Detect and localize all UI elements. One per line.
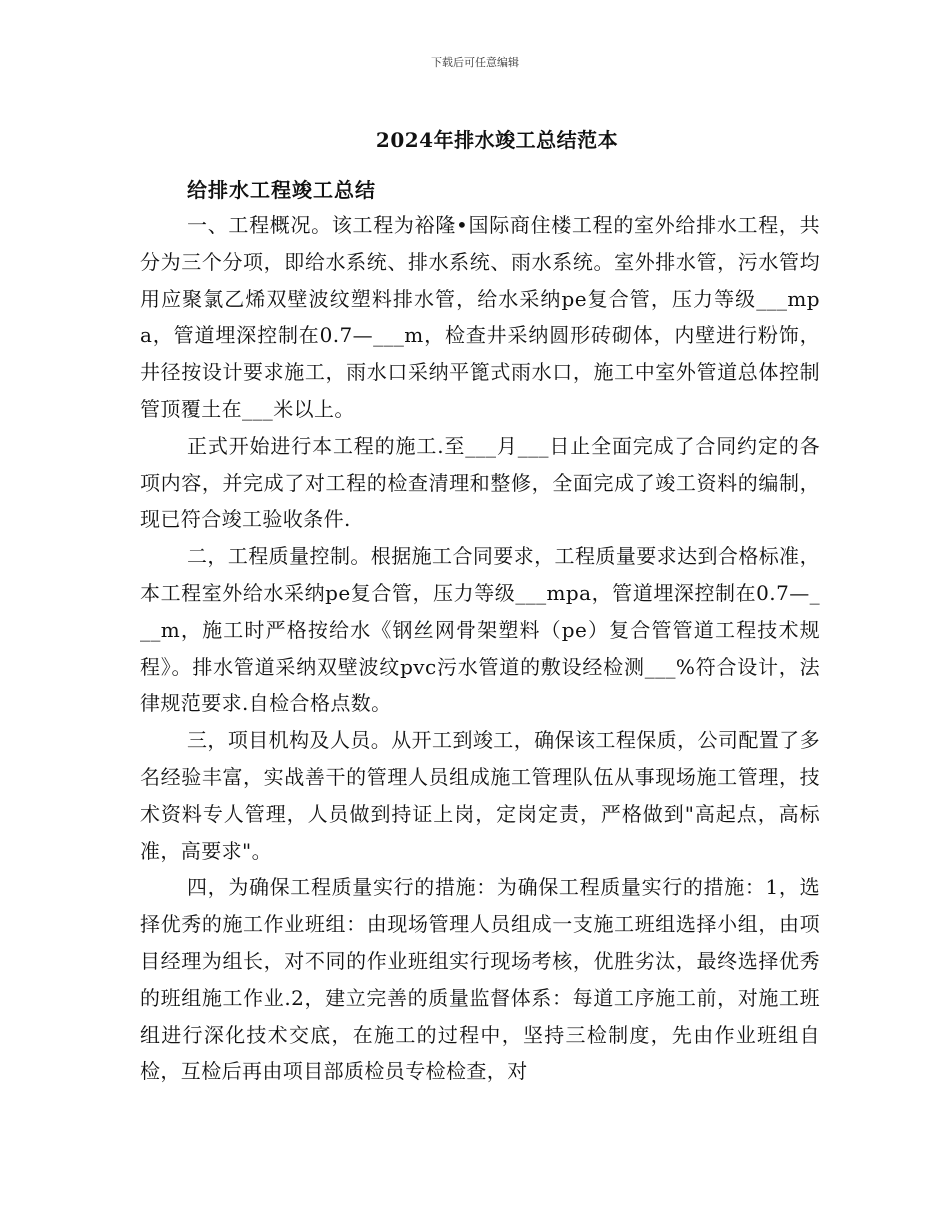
page-header-note: 下载后可任意编辑 xyxy=(431,56,519,69)
document-body xyxy=(140,207,820,1090)
section-heading: 给排水工程竣工总结 xyxy=(187,178,376,202)
paragraph-quality-control: 二，工程质量控制。根据施工合同要求，工程质量要求达到合格标准，本工程室外给水采纳pe复合管，压力等级___mpa，管道埋深控制在0.7—___m，施工时严格按给水《钢丝网骨架塑料（pe）复合管管道工程技术规程》。排水管道采纳双壁波纹pvc污水管道的敷设经检测___%符合设计，法律规范要求.自检合格点数。 xyxy=(140,544,820,716)
paragraph-quality-measures: 四，为确保工程质量实行的措施：为确保工程质量实行的措施：1，选择优秀的施工作业班组：由现场管理人员组成一支施工班组选择小组，由项目经理为组长，对不同的作业班组实行现场考核，优胜劣汰，最终选择优秀的班组施工作业.2，建立完善的质量监督体系：每道工序施工前，对施工班组进行深化技术交底，在施工的过程中，坚持三检制度，先由作业班组自检，互检后再由项目部质检员专检检查，对 xyxy=(140,875,820,1084)
paragraph-construction-progress: 正式开始进行本工程的施工.至___月___日止全面完成了合同约定的各项内容，并完成了对工程的检查清理和整修，全面完成了竣工资料的编制，现已符合竣工验收条件. xyxy=(140,433,820,532)
paragraph-project-overview: 一、工程概况。该工程为裕隆•国际商住楼工程的室外给排水工程，共分为三个分项，即给水系统、排水系统、雨水系统。室外排水管，污水管均用应聚氯乙烯双壁波纹塑料排水管，给水采纳pe复合管，压力等级___mpa，管道埋深控制在0.7—___m，检查井采纳圆形砖砌体，内壁进行粉饰，井径按设计要求施工，雨水口采纳平篦式雨水口，施工中室外管道总体控制管顶覆土在___米以上。 xyxy=(140,213,820,421)
paragraph-project-staff: 三，项目机构及人员。从开工到竣工，确保该工程保质，公司配置了多名经验丰富，实战善干的管理人员组成施工管理队伍从事现场施工管理，技术资料专人管理，人员做到持证上岗，定岗定责，严格做到"高起点，高标准，高要求"。 xyxy=(140,728,820,863)
document-title: 2024年排水竣工总结范本 xyxy=(375,128,619,152)
